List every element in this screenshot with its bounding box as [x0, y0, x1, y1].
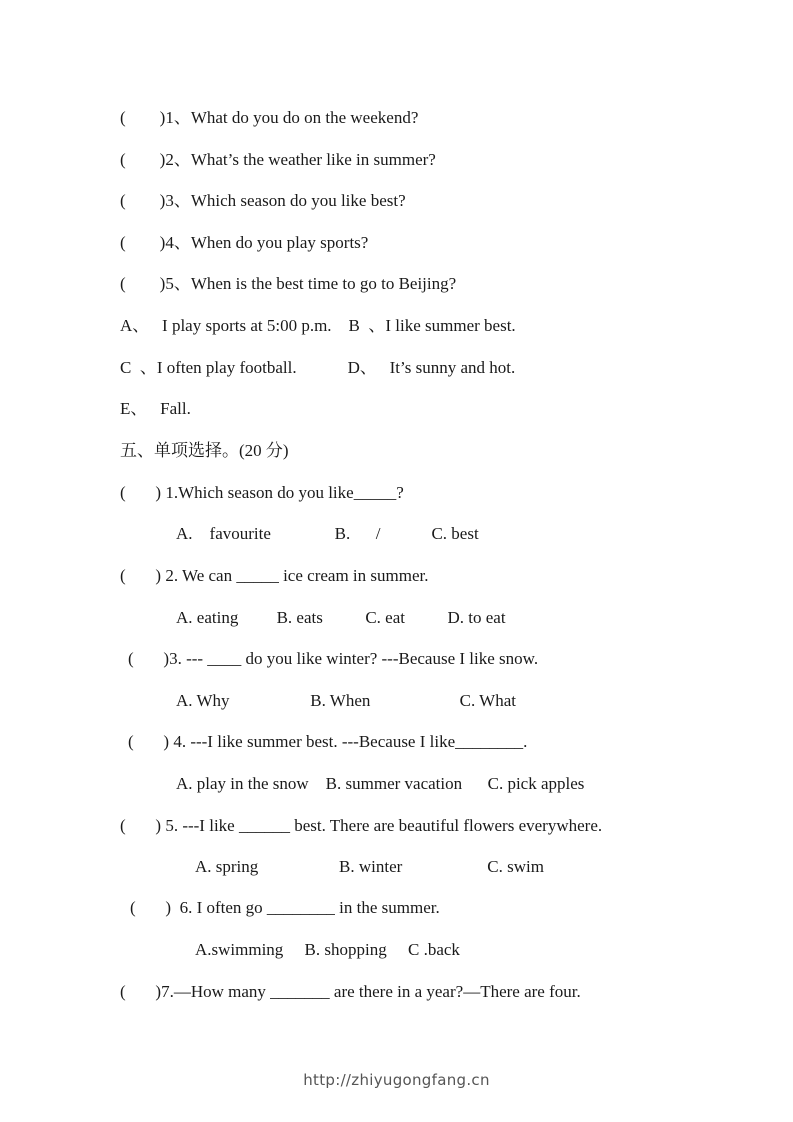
section-title: 五、单项选择。(20 分) — [120, 441, 289, 460]
matching-question-5: ( )5、When is the best time to go to Beijing? — [120, 274, 457, 293]
footer-url[interactable]: http://zhiyugongfang.cn — [303, 1071, 490, 1089]
matching-answers-cd: C 、I often play football. D、 It’s sunny and hot. — [120, 358, 516, 377]
matching-question-3: ( )3、Which season do you like best? — [120, 191, 406, 210]
matching-question-2: ( )2、What’s the weather like in summer? — [120, 150, 436, 169]
choice-question-3: ( )3. --- ____ do you like winter? ---Because I like snow. — [128, 649, 539, 668]
choice-question-1: ( ) 1.Which season do you like_____? — [120, 483, 404, 502]
matching-question-1: ( )1、What do you do on the weekend? — [120, 108, 419, 127]
choice-question-4: ( ) 4. ---I like summer best. ---Because I like________. — [128, 732, 528, 751]
choice-options-5: A. spring B. winter C. swim — [195, 857, 544, 876]
matching-question-4: ( )4、When do you play sports? — [120, 233, 369, 252]
choice-question-2: ( ) 2. We can _____ ice cream in summer. — [120, 566, 429, 585]
choice-options-4: A. play in the snow B. summer vacation C. pick apples — [176, 774, 585, 793]
matching-answers-e: E、 Fall. — [120, 399, 191, 418]
matching-answers-ab: A、 I play sports at 5:00 p.m. B 、I like summer best. — [120, 316, 516, 335]
choice-options-6: A.swimming B. shopping C .back — [195, 940, 460, 959]
choice-options-1: A. favourite B. / C. best — [176, 524, 479, 543]
choice-options-2: A. eating B. eats C. eat D. to eat — [176, 608, 506, 627]
choice-question-7: ( )7.—How many _______ are there in a year?—There are four. — [120, 982, 581, 1001]
choice-question-5: ( ) 5. ---I like ______ best. There are beautiful flowers everywhere. — [120, 816, 603, 835]
choice-question-6: ( ) 6. I often go ________ in the summer. — [130, 898, 440, 917]
choice-options-3: A. Why B. When C. What — [176, 691, 516, 710]
